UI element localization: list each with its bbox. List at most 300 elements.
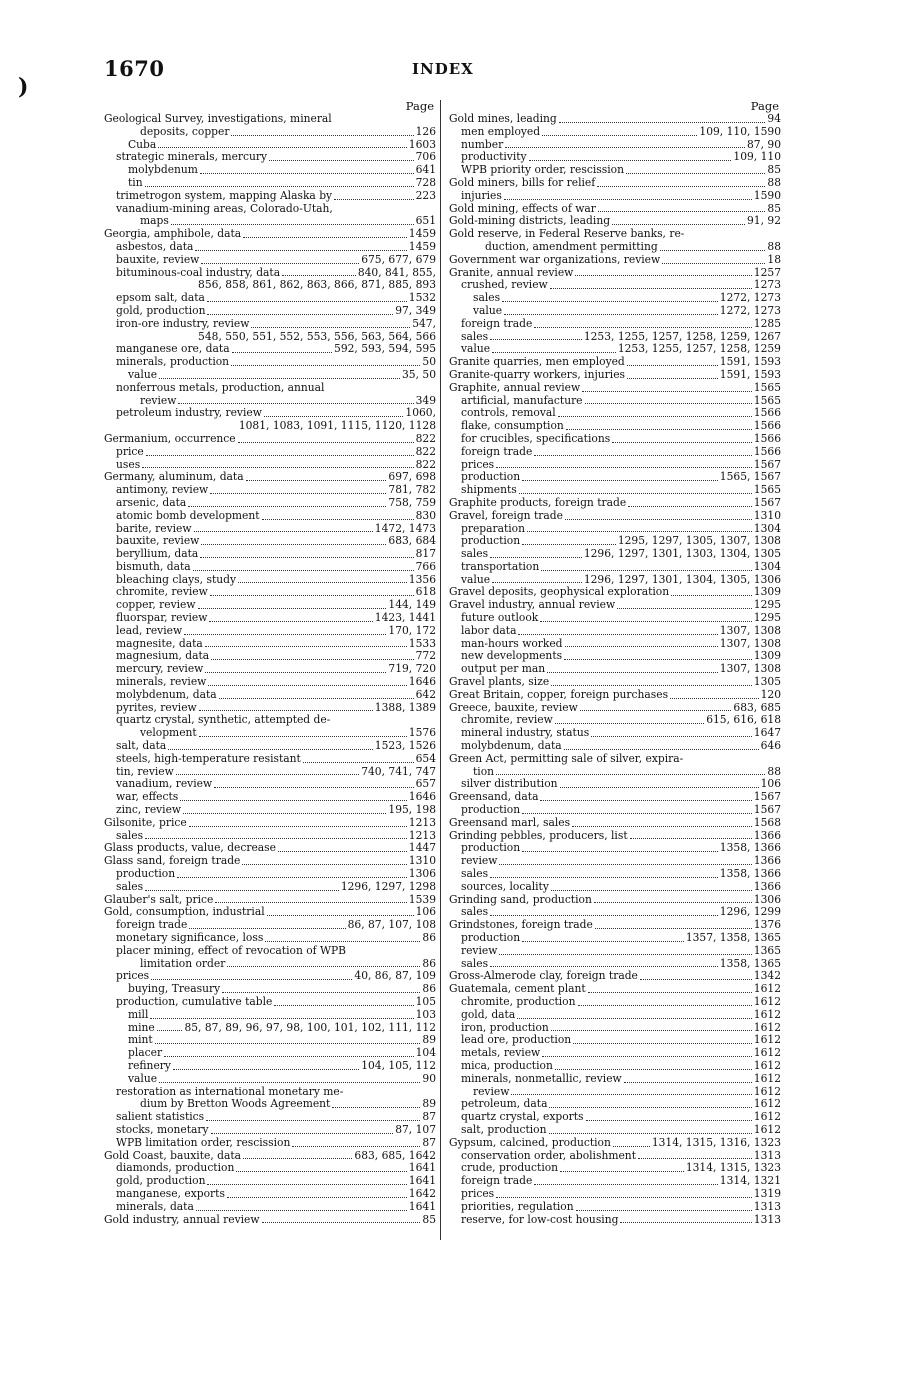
index-entry-term: diamonds, production bbox=[116, 1162, 235, 1175]
dot-leader bbox=[542, 135, 697, 136]
index-entry-pages: 772 bbox=[415, 650, 436, 663]
index-entry-term: atomic bomb development bbox=[116, 509, 260, 522]
index-entry-term: productivity bbox=[461, 151, 527, 164]
index-entry-term: deposits, copper bbox=[140, 125, 230, 138]
index-entry bbox=[449, 919, 781, 932]
index-entry-pages: 1310 bbox=[408, 855, 436, 868]
index-entry bbox=[104, 484, 436, 497]
index-entry bbox=[449, 945, 781, 958]
index-entry bbox=[104, 1124, 436, 1137]
dot-leader bbox=[540, 800, 751, 801]
index-entry-pages: 1646 bbox=[408, 676, 436, 689]
index-entry-pages: 1612 bbox=[753, 983, 781, 996]
index-entry-pages: 1523, 1526 bbox=[374, 740, 436, 753]
index-entry-pages: 195, 198 bbox=[388, 804, 436, 817]
dot-leader bbox=[209, 621, 372, 622]
index-entry bbox=[449, 1098, 781, 1111]
index-entry-term: Gold-mining districts, leading bbox=[449, 215, 611, 228]
index-entry bbox=[449, 1047, 781, 1060]
index-entry-pages: 1296, 1297, 1301, 1304, 1305, 1306 bbox=[583, 573, 781, 586]
dot-leader bbox=[565, 519, 752, 520]
index-entry-pages: 1565, 1567 bbox=[719, 471, 781, 484]
index-entry bbox=[449, 139, 781, 152]
index-entry-term: Guatemala, cement plant bbox=[449, 983, 586, 996]
index-entry-term: minerals, production bbox=[116, 356, 230, 369]
index-entry bbox=[449, 1111, 781, 1124]
index-entry bbox=[104, 842, 436, 855]
index-entry-term: production bbox=[461, 471, 521, 484]
index-entry-pages: 1576 bbox=[408, 727, 436, 740]
dot-leader bbox=[150, 1018, 413, 1019]
index-entry bbox=[104, 804, 436, 817]
index-entry-term: review bbox=[140, 394, 177, 407]
index-entry-term: bituminous-coal industry, data bbox=[116, 266, 281, 279]
index-entry-pages: 1272, 1273 bbox=[719, 292, 781, 305]
index-entry bbox=[449, 510, 781, 523]
index-entry-pages: 94 bbox=[767, 113, 781, 125]
dot-leader bbox=[565, 646, 718, 647]
dot-leader bbox=[662, 263, 765, 264]
index-entry-pages: 1295 bbox=[753, 612, 781, 625]
index-entry-pages: 1612 bbox=[753, 995, 781, 1008]
index-entry-pages: 1568 bbox=[753, 816, 781, 829]
index-entry-term: sales bbox=[461, 330, 489, 343]
index-entry-term: labor data bbox=[461, 624, 517, 637]
index-entry-pages: 1272, 1273 bbox=[719, 304, 781, 317]
index-entry-term: buying, Treasury bbox=[128, 983, 221, 996]
index-entries-left bbox=[104, 113, 436, 1226]
index-entry-term: minerals, nonmetallic, review bbox=[461, 1072, 622, 1085]
index-entry-term: sources, locality bbox=[461, 880, 549, 893]
index-entry bbox=[104, 1009, 436, 1022]
index-entry-term: epsom salt, data bbox=[116, 292, 205, 305]
index-entry-pages: 87, 90 bbox=[747, 138, 781, 151]
index-entry-pages: 1296, 1297, 1298 bbox=[340, 880, 436, 893]
index-entry bbox=[449, 459, 781, 472]
dot-leader bbox=[640, 979, 752, 980]
index-entry-term: Greece, bauxite, review bbox=[449, 701, 578, 714]
index-entry-text: Gold reserve, in Federal Reserve banks, re- bbox=[449, 228, 685, 241]
index-entry bbox=[104, 535, 436, 548]
index-entry-pages: 1641 bbox=[408, 1175, 436, 1188]
dot-leader bbox=[522, 851, 718, 852]
dot-leader bbox=[198, 608, 387, 609]
dot-leader bbox=[242, 864, 406, 865]
dot-leader bbox=[517, 1018, 752, 1019]
index-entry bbox=[449, 599, 781, 612]
index-entry-term: Granite quarries, men employed bbox=[449, 356, 625, 369]
dot-leader bbox=[519, 493, 752, 494]
index-entry-term: production bbox=[116, 868, 176, 881]
index-entry-pages: 1612 bbox=[753, 1098, 781, 1111]
index-entry-term: chromite, production bbox=[461, 995, 576, 1008]
index-entry-term: future outlook bbox=[461, 612, 539, 625]
index-entry-term: preparation bbox=[461, 522, 525, 535]
index-entry bbox=[449, 791, 781, 804]
index-entry-pages: 1647 bbox=[753, 727, 781, 740]
index-entry bbox=[104, 548, 436, 561]
index-entry bbox=[104, 356, 436, 369]
dot-leader bbox=[180, 800, 407, 801]
dot-leader bbox=[238, 442, 414, 443]
index-entry-pages: 1590 bbox=[753, 189, 781, 202]
index-entry-text: vanadium-mining areas, Colorado-Utah, bbox=[116, 202, 333, 215]
index-entry bbox=[104, 190, 436, 203]
dot-leader bbox=[529, 160, 732, 161]
index-entries-right bbox=[449, 113, 781, 1226]
index-entry-pages: 1612 bbox=[753, 1034, 781, 1047]
index-entry bbox=[449, 1150, 781, 1163]
index-entry bbox=[449, 1188, 781, 1201]
dot-leader bbox=[210, 595, 414, 596]
index-entry-pages: 1641 bbox=[408, 1162, 436, 1175]
index-entry-term: value bbox=[461, 573, 491, 586]
index-entry-pages: 1612 bbox=[753, 1047, 781, 1060]
index-entry-pages: 89 bbox=[422, 1034, 436, 1047]
index-entry bbox=[449, 382, 781, 395]
index-entry bbox=[449, 766, 781, 779]
index-entry bbox=[104, 1150, 436, 1163]
index-entry bbox=[449, 215, 781, 228]
index-entry-text: quartz crystal, synthetic, attempted de- bbox=[116, 714, 331, 727]
dot-leader bbox=[504, 199, 752, 200]
index-entry-term: conservation order, abolishment bbox=[461, 1149, 636, 1162]
index-entry-term: Graphite, annual review bbox=[449, 381, 581, 394]
index-entry-pages: 1295 bbox=[753, 599, 781, 612]
index-entry-term: iron-ore industry, review bbox=[116, 317, 250, 330]
index-entry-pages: 1423, 1441 bbox=[374, 612, 436, 625]
index-entry-pages: 618 bbox=[415, 586, 436, 599]
index-entry bbox=[449, 1201, 781, 1214]
index-entry-term: Gold Coast, bauxite, data bbox=[104, 1149, 242, 1162]
index-entry-term: gold, production bbox=[116, 1175, 206, 1188]
index-entry-pages: 1447 bbox=[408, 842, 436, 855]
index-entry bbox=[449, 932, 781, 945]
index-entry bbox=[104, 164, 436, 177]
index-entry-term: review bbox=[461, 855, 498, 868]
index-entry bbox=[449, 612, 781, 625]
index-entry bbox=[449, 164, 781, 177]
index-entry-term: sales bbox=[116, 880, 144, 893]
index-entry-term: lead, review bbox=[116, 624, 183, 637]
index-entry-term: sales bbox=[461, 906, 489, 919]
dot-leader bbox=[617, 608, 752, 609]
index-entry-term: prices bbox=[461, 1187, 495, 1200]
dot-leader bbox=[303, 762, 414, 763]
index-entry-pages: 547, bbox=[412, 317, 436, 330]
index-entry-pages: 1296, 1299 bbox=[719, 906, 781, 919]
index-entry-pages: 87, 107 bbox=[395, 1123, 436, 1136]
index-entry-term: mineral industry, status bbox=[461, 727, 590, 740]
dot-leader bbox=[638, 1158, 752, 1159]
index-entry-pages: 1307, 1308 bbox=[719, 663, 781, 676]
index-entry-pages: 548, 550, 551, 552, 553, 556, 563, 564, 566 bbox=[198, 330, 436, 343]
index-entry-term: manganese, exports bbox=[116, 1187, 225, 1200]
dot-leader bbox=[502, 301, 718, 302]
index-entry bbox=[104, 740, 436, 753]
page-column-heading: Page bbox=[405, 99, 434, 113]
index-entry-pages: 1539 bbox=[408, 893, 436, 906]
index-entry-pages: 719, 720 bbox=[388, 663, 436, 676]
dot-leader bbox=[670, 698, 759, 699]
index-entry-term: reserve, for low-cost housing bbox=[461, 1213, 619, 1226]
index-entry-pages: 85 bbox=[767, 202, 781, 215]
index-entry-pages: 1459 bbox=[408, 228, 436, 241]
index-entry-pages: 88 bbox=[767, 765, 781, 778]
index-entry-term: flake, consumption bbox=[461, 420, 564, 433]
dot-leader bbox=[627, 365, 718, 366]
index-entry bbox=[104, 970, 436, 983]
index-entry-text: Green Act, permitting sale of silver, expira- bbox=[449, 752, 684, 765]
index-entry-term: value bbox=[473, 304, 503, 317]
index-entry bbox=[449, 650, 781, 663]
index-entry-pages: 822 bbox=[415, 458, 436, 471]
index-entry-term: crude, production bbox=[461, 1162, 559, 1175]
index-entry bbox=[104, 446, 436, 459]
index-entry-term: production bbox=[461, 535, 521, 548]
index-entry-pages: 1081, 1083, 1091, 1115, 1120, 1128 bbox=[238, 420, 436, 433]
index-entry-term: Grinding pebbles, producers, list bbox=[449, 829, 628, 842]
index-entry-term: foreign trade bbox=[116, 919, 188, 932]
index-entry-pages: 817 bbox=[415, 548, 436, 561]
dot-leader bbox=[199, 710, 373, 711]
index-entry bbox=[104, 1022, 436, 1035]
index-entry-pages: 1213 bbox=[408, 829, 436, 842]
index-entry bbox=[449, 523, 781, 536]
dot-leader bbox=[578, 1005, 752, 1006]
index-entry bbox=[449, 151, 781, 164]
dot-leader bbox=[232, 352, 332, 353]
index-entry bbox=[104, 676, 436, 689]
index-entry bbox=[104, 1201, 436, 1214]
index-entry-term: Great Britain, copper, foreign purchases bbox=[449, 688, 669, 701]
index-entry-term: Gypsum, calcined, production bbox=[449, 1136, 611, 1149]
index-entry-pages: 1314, 1321 bbox=[719, 1175, 781, 1188]
index-entry-text: nonferrous metals, production, annual bbox=[116, 381, 325, 394]
index-entry-pages: 1612 bbox=[753, 1123, 781, 1136]
index-entry-pages: 86, 87, 107, 108 bbox=[347, 919, 436, 932]
dot-leader bbox=[200, 173, 414, 174]
index-entry bbox=[104, 1214, 436, 1227]
index-entry-term: Gold mines, leading bbox=[449, 113, 557, 125]
index-entry-pages: 1295, 1297, 1305, 1307, 1308 bbox=[617, 535, 781, 548]
index-entry bbox=[104, 906, 436, 919]
index-entry bbox=[449, 407, 781, 420]
dot-leader bbox=[490, 557, 582, 558]
dot-leader bbox=[194, 531, 373, 532]
index-entry-pages: 1612 bbox=[753, 1072, 781, 1085]
dot-leader bbox=[222, 992, 420, 993]
index-entry-pages: 1533 bbox=[408, 637, 436, 650]
margin-mark: ) bbox=[18, 74, 29, 100]
dot-leader bbox=[282, 275, 356, 276]
index-entry-term: molybdenum bbox=[128, 164, 198, 177]
index-entry bbox=[449, 702, 781, 715]
dot-leader bbox=[551, 685, 752, 686]
index-entry bbox=[449, 1073, 781, 1086]
index-entry bbox=[104, 1060, 436, 1073]
index-entry-pages: 1612 bbox=[753, 1008, 781, 1021]
index-entry-pages: 1306 bbox=[408, 868, 436, 881]
index-entry-pages: 641 bbox=[415, 164, 436, 177]
index-entry bbox=[104, 318, 436, 331]
index-entry-term: prices bbox=[461, 458, 495, 471]
dot-leader bbox=[612, 442, 752, 443]
index-entry bbox=[449, 471, 781, 484]
index-entry-term: review bbox=[473, 1085, 510, 1098]
dot-leader bbox=[227, 966, 420, 967]
index-entry bbox=[104, 1175, 436, 1188]
index-entry bbox=[449, 395, 781, 408]
index-entry-term: war, effects bbox=[116, 791, 179, 804]
index-entry bbox=[449, 970, 781, 983]
dot-leader bbox=[598, 211, 766, 212]
dot-leader bbox=[332, 1107, 420, 1108]
index-entry-pages: 126 bbox=[415, 125, 436, 138]
index-entry-term: copper, review bbox=[116, 599, 196, 612]
index-entry-term: pyrites, review bbox=[116, 701, 197, 714]
index-entry-pages: 1567 bbox=[753, 791, 781, 804]
dot-leader bbox=[173, 1069, 359, 1070]
index-entry bbox=[104, 305, 436, 318]
index-entry bbox=[104, 1137, 436, 1150]
index-entry-pages: 1358, 1366 bbox=[719, 842, 781, 855]
dot-leader bbox=[236, 1171, 406, 1172]
index-entry-pages: 1565 bbox=[753, 381, 781, 394]
index-entry-pages: 89 bbox=[422, 1098, 436, 1111]
index-entry-pages: 683, 684 bbox=[388, 535, 436, 548]
index-entry bbox=[104, 139, 436, 152]
index-entry-pages: 1642 bbox=[408, 1187, 436, 1200]
dot-leader bbox=[591, 736, 752, 737]
index-entry-term: asbestos, data bbox=[116, 240, 194, 253]
index-entry bbox=[104, 292, 436, 305]
index-entry-term: production, cumulative table bbox=[116, 995, 273, 1008]
index-entry-pages: 109, 110, 1590 bbox=[699, 125, 781, 138]
index-entry-term: monetary significance, loss bbox=[116, 932, 264, 944]
index-entry bbox=[104, 459, 436, 472]
index-entry bbox=[104, 151, 436, 164]
dot-leader bbox=[527, 531, 752, 532]
index-entry bbox=[449, 586, 781, 599]
index-entry bbox=[449, 638, 781, 651]
dot-leader bbox=[219, 698, 414, 699]
dot-leader bbox=[522, 480, 718, 481]
index-entry-pages: 1060, bbox=[405, 407, 436, 420]
dot-leader bbox=[499, 864, 751, 865]
index-entry bbox=[449, 804, 781, 817]
index-entry bbox=[104, 241, 436, 254]
dot-leader bbox=[205, 646, 407, 647]
index-entry-pages: 1304 bbox=[753, 522, 781, 535]
index-entry bbox=[104, 932, 436, 945]
index-entry-pages: 615, 616, 618 bbox=[706, 714, 781, 727]
index-entry bbox=[449, 894, 781, 907]
index-entry bbox=[104, 868, 436, 881]
index-entry bbox=[104, 599, 436, 612]
index-entry bbox=[104, 1162, 436, 1175]
index-entry-term: review bbox=[461, 944, 498, 957]
index-entry-pages: 1646 bbox=[408, 791, 436, 804]
dot-leader bbox=[555, 723, 704, 724]
index-entry-pages: 1213 bbox=[408, 816, 436, 829]
index-entry-term: gold, production bbox=[116, 304, 206, 317]
dot-leader bbox=[145, 890, 339, 891]
index-column-right bbox=[449, 99, 781, 1226]
index-entry-pages: 104, 105, 112 bbox=[361, 1059, 436, 1072]
index-entry bbox=[104, 983, 436, 996]
index-entry-pages: 822 bbox=[415, 445, 436, 458]
dot-leader bbox=[522, 813, 752, 814]
dot-leader bbox=[195, 250, 406, 251]
index-entry-term: value bbox=[128, 1072, 158, 1085]
index-entry bbox=[449, 369, 781, 382]
dot-leader bbox=[157, 1030, 183, 1031]
index-entry-term: man-hours worked bbox=[461, 637, 563, 650]
dot-leader bbox=[490, 339, 582, 340]
dot-leader bbox=[518, 634, 717, 635]
dot-leader bbox=[177, 877, 407, 878]
index-entry-term: priorities, regulation bbox=[461, 1200, 574, 1213]
index-entry-pages: 683, 685 bbox=[733, 701, 781, 714]
dot-leader bbox=[613, 1146, 650, 1147]
index-entry-pages: 1388, 1389 bbox=[374, 701, 436, 714]
index-entry-pages: 654 bbox=[415, 752, 436, 765]
index-entry-term: vanadium, review bbox=[116, 778, 213, 791]
dot-leader bbox=[145, 186, 414, 187]
index-entry-term: Gravel deposits, geophysical exploration bbox=[449, 586, 670, 599]
index-entry-term: velopment bbox=[140, 727, 197, 740]
index-entry-pages: 1257 bbox=[753, 266, 781, 279]
index-entry-pages: 1612 bbox=[753, 1059, 781, 1072]
index-entry-pages: 88 bbox=[767, 176, 781, 189]
index-entry-pages: 1612 bbox=[753, 1085, 781, 1098]
dot-leader bbox=[555, 1069, 752, 1070]
dot-leader bbox=[522, 544, 616, 545]
index-entry-pages: 706 bbox=[415, 151, 436, 164]
index-entry-term: salient statistics bbox=[116, 1111, 205, 1124]
dot-leader bbox=[551, 890, 752, 891]
index-entry-term: bleaching clays, study bbox=[116, 573, 236, 586]
index-entry-term: value bbox=[461, 343, 491, 356]
index-entry-pages: 1307, 1308 bbox=[719, 637, 781, 650]
index-entry-term: production bbox=[461, 842, 521, 855]
dot-leader bbox=[560, 787, 759, 788]
dot-leader bbox=[490, 966, 718, 967]
index-entry bbox=[449, 190, 781, 203]
index-entry bbox=[449, 267, 781, 280]
dot-leader bbox=[566, 429, 752, 430]
dot-leader bbox=[490, 877, 718, 878]
index-entry-term: refinery bbox=[128, 1059, 171, 1072]
dot-leader bbox=[158, 147, 407, 148]
index-entry bbox=[449, 497, 781, 510]
index-entry bbox=[449, 714, 781, 727]
dot-leader bbox=[262, 1222, 421, 1223]
index-entry bbox=[104, 650, 436, 663]
index-entry-term: foreign trade bbox=[461, 317, 533, 330]
index-entry-pages: 88 bbox=[767, 240, 781, 253]
index-entry-pages: 1366 bbox=[753, 855, 781, 868]
dot-leader bbox=[269, 160, 414, 161]
index-entry-term: Gold industry, annual review bbox=[104, 1213, 260, 1226]
index-entry-term: Gold mining, effects of war bbox=[449, 202, 596, 215]
dot-leader bbox=[292, 1146, 420, 1147]
dot-leader bbox=[206, 1120, 420, 1121]
index-entry-pages: 1304 bbox=[753, 560, 781, 573]
index-entry-term: Gravel plants, size bbox=[449, 676, 550, 689]
index-entry-term: strategic minerals, mercury bbox=[116, 151, 268, 164]
